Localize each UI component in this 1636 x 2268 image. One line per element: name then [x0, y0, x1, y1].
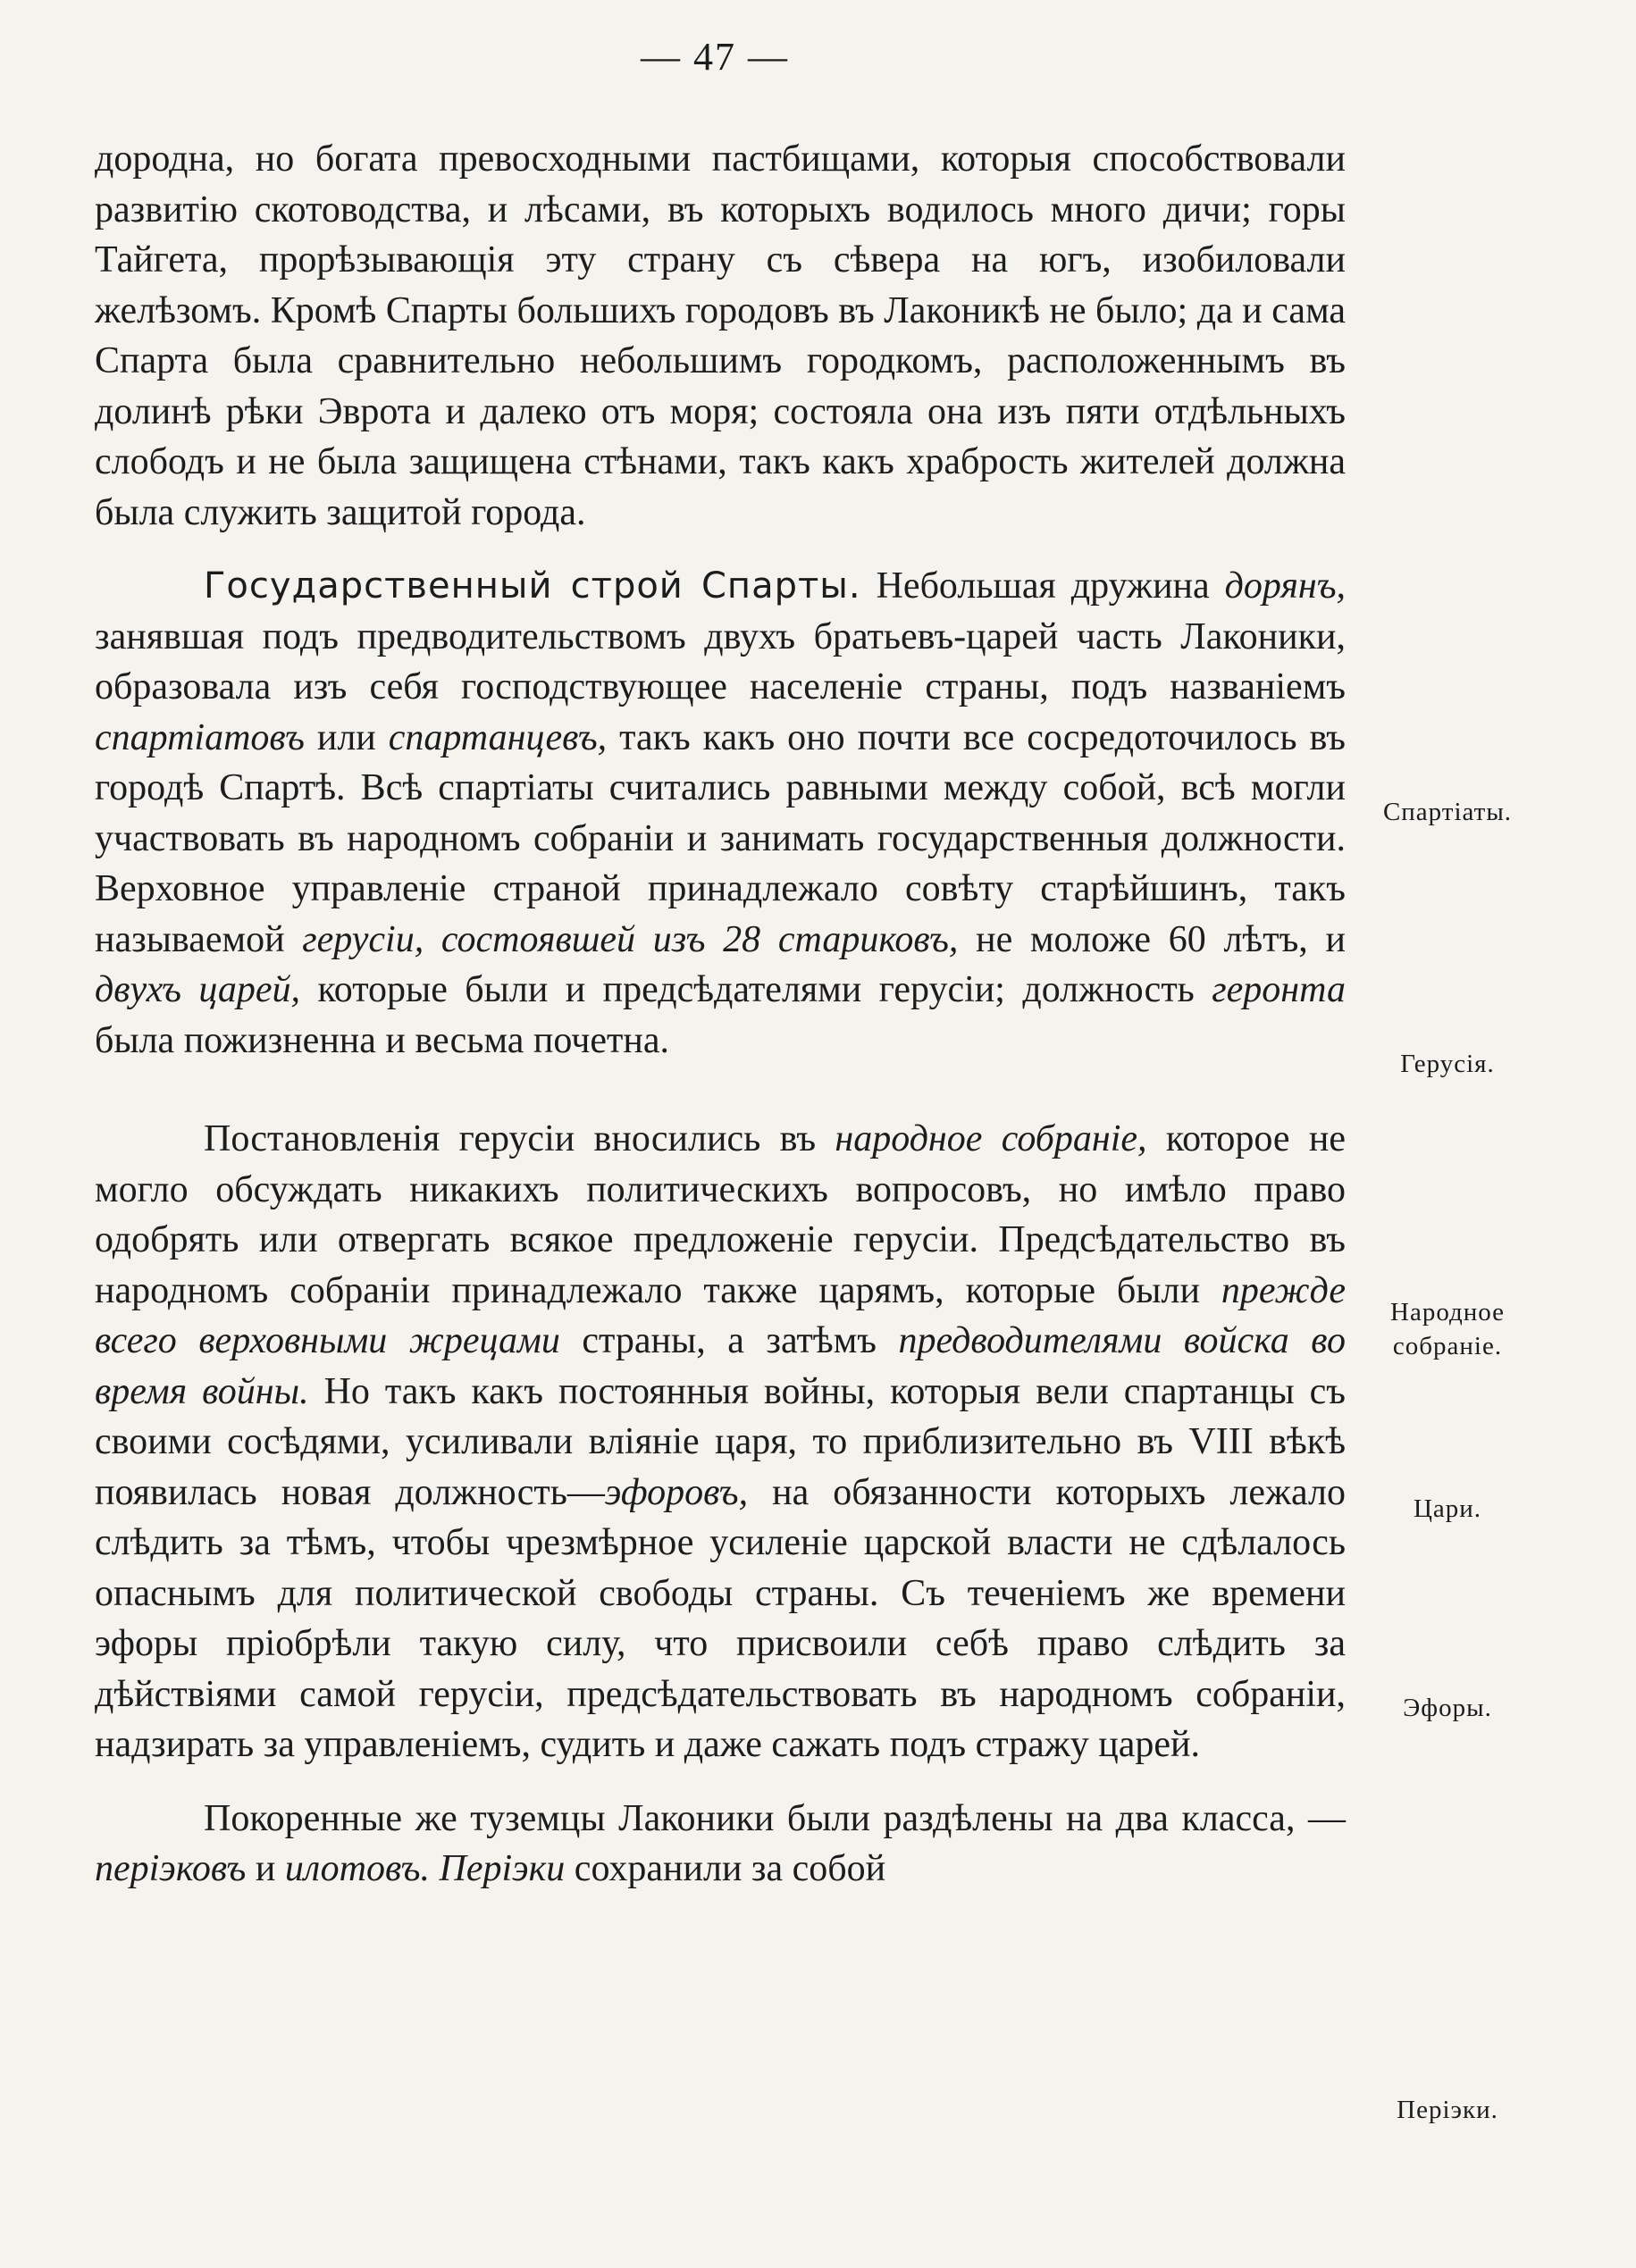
paragraph-3: Постановленія герусіи вносились въ народное собраніе, которое не могло обсуждать никакихъ политическихъ вопросовъ, но имѣло право одобрять или отвергать всякое предложеніе герусіи. Предсѣдательство въ народномъ собраніи принадлежало также царямъ, которые были прежде всего верховными жрецами страны, а затѣмъ предводителями войска во время войны. Но такъ какъ постоянныя войны, которыя вели спартанцы съ своими сосѣдями, усиливали вліяніе царя, то приблизительно въ VIII вѣкѣ появилась новая должность—эфоровъ, на обязанности которыхъ лежало слѣдить за тѣмъ, чтобы чрезмѣрное усиленіе царской власти не сдѣлалось опаснымъ для политической свободы страны. Съ теченіемъ же времени эфоры пріобрѣли такую силу, что присвоили себѣ право слѣдить за дѣйствіями самой герусіи, предсѣдательствовать въ народномъ собраніи, надзирать за управленіемъ, судить и даже сажать подъ стражу царей.	[95, 1118, 1347, 1765]
margin-note-ephors: Эфоры.	[1403, 1694, 1492, 1722]
section-heading: Государственный строй Спарты.	[204, 565, 861, 607]
page-number: — 47 —	[641, 35, 789, 79]
margin-note-kings: Цари.	[1413, 1494, 1482, 1523]
margin-note-assembly: Народное собраніе.	[1390, 1298, 1505, 1360]
paragraph-2: Государственный строй Спарты. Небольшая дружина дорянъ, занявшая подъ предводительствомъ двухъ братьевъ-царей часть Лаконики, образовала изъ себя господствующее населеніе страны, подъ названіемъ спартіатовъ или спартанцевъ, такъ какъ оно почти все сосредоточилось въ городѣ Спартѣ. Всѣ спартіаты считались равными между собой, всѣ могли участвовать въ народномъ собраніи и занимать государственныя должности. Верховное управленіе страной принадлежало совѣту старѣйшинъ, такъ называемой герусіи, состоявшей изъ 28 стариковъ, не моложе 60 лѣтъ, и двухъ царей, которые были и предсѣдателями герусіи; должность геронта была пожизненна и весьма почетна.	[95, 565, 1347, 1061]
margin-note-spartiates: Спартіаты.	[1382, 798, 1513, 826]
margin-note-gerousia: Герусія.	[1400, 1050, 1495, 1078]
text-column	[95, 134, 1346, 1895]
paragraph-1: дородна, но богата превосходными пастбищами, которыя способствовали развитію скотоводства, и лѣсами, въ которыхъ водилось много дичи; горы Тайгета, прорѣзывающія эту страну съ сѣвера на югъ, изобиловали желѣзомъ. Кромѣ Спарты большихъ городовъ въ Лаконикѣ не было; да и сама Спарта была сравнительно небольшимъ городкомъ, расположеннымъ въ долинѣ рѣки Эврота и далеко отъ моря; состояла она изъ пяти отдѣльныхъ слободъ и не была защищена стѣнами, такъ какъ храбрость жителей должна была служить защитой города.	[95, 138, 1346, 533]
paragraph-4: Покоренные же туземцы Лаконики были раздѣлены на два класса, — періэковъ и илотовъ. Періэки сохранили за собой	[95, 1797, 1346, 1889]
margin-note-perioeci: Періэки.	[1397, 2096, 1498, 2124]
